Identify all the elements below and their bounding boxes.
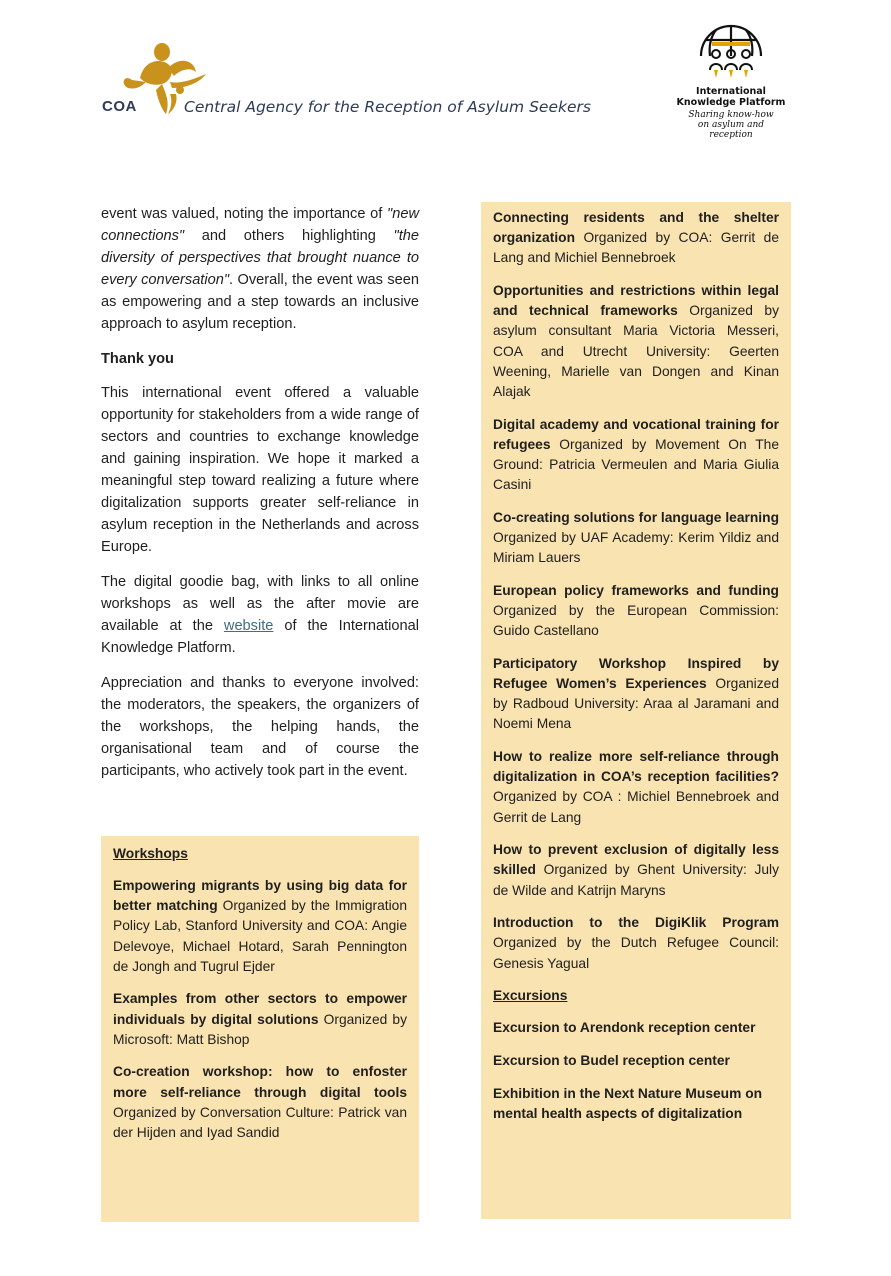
p1-text-c: . Overall, the event was seen as empowering and a step towards an inclusive approach to asylum reception. (101, 272, 419, 332)
ikp-tagline (676, 110, 786, 140)
workshop-organizers: Organized by COA: Gerrit de Lang and Michiel Bennebroek (493, 230, 779, 266)
workshop-title: European policy frameworks and funding (493, 582, 779, 598)
coa-full-name: Central Agency for the Reception of Asylum Seekers (184, 98, 591, 116)
workshop-title: Participatory Workshop Inspired by Refugee Women’s Experiences (493, 655, 779, 692)
workshop-title: Empowering migrants by using big data for better matching (113, 878, 407, 914)
closing-feedback-paragraph (101, 203, 419, 335)
workshop-item (493, 913, 779, 974)
workshop-item (493, 654, 779, 735)
workshop-organizers: Organized by Radboud University: Araa al Jaramani and Noemi Mena (493, 676, 779, 732)
coa-logo (100, 38, 591, 128)
workshop-organizers: Organized by COA : Michiel Bennebroek and Gerrit de Lang (493, 789, 779, 825)
ikp-title (676, 86, 786, 108)
workshop-item (113, 1062, 407, 1143)
workshop-title: How to realize more self-reliance through digitalization in COA’s reception facilities? (493, 749, 779, 785)
workshop-organizers: Organized by Ghent University: July de Wilde and Katrijn Maryns (493, 862, 779, 898)
goodie-bag-paragraph (101, 571, 419, 659)
workshop-organizers: Organized by the European Commission: Guido Castellano (493, 603, 779, 639)
workshop-title: Co-creating solutions for language learning (493, 509, 779, 525)
workshop-item (493, 747, 779, 828)
p3-text-a: The digital goodie bag, with links to all online workshops as well as the after movie are available at the (101, 574, 419, 634)
globe-people-icon (696, 24, 766, 86)
workshop-organizers: Organized by Movement On The Ground: Patricia Vermeulen and Maria Giulia Casini (493, 436, 779, 493)
workshop-item (493, 415, 779, 496)
workshop-item (493, 508, 779, 569)
workshop-title: Connecting residents and the shelter organization (493, 210, 779, 246)
ikp-tagline-line2: on asylum and reception (697, 120, 765, 140)
workshop-title: Opportunities and restrictions within legal and technical frameworks (493, 283, 779, 319)
ikp-logo (676, 24, 786, 144)
workshop-organizers: Organized by UAF Academy: Kerim Yildiz and Miriam Lauers (493, 530, 779, 566)
workshop-organizers: Organized by the Dutch Refugee Council: Genesis Yagual (493, 935, 779, 971)
excursion-item: Exhibition in the Next Nature Museum on mental health aspects of digitalization (493, 1085, 763, 1121)
excursion-item: Excursion to Arendonk reception center (493, 1020, 756, 1036)
workshops-box (101, 836, 419, 1222)
workshop-item (493, 581, 779, 642)
workshop-item (493, 840, 779, 901)
p1-text-a: event was valued, noting the importance of (101, 206, 388, 222)
workshop-item (493, 281, 779, 402)
appreciation-paragraph: Appreciation and thanks to everyone involved: the moderators, the speakers, the organizers of the workshops, the helping hands, the organisational team and of course the participants, who actively took part in the event. (101, 675, 419, 779)
workshop-title: Digital academy and vocational training for refugees (493, 416, 779, 452)
workshop-title: Introduction to the DigiKlik Program (493, 915, 779, 931)
excursions-title: Excursions (493, 988, 568, 1004)
quote-new-connections: "new connections" (101, 206, 419, 244)
ikp-title-line1: International (696, 86, 766, 97)
workshop-item (113, 989, 407, 1050)
workshop-organizers: Organized by Microsoft: Matt Bishop (113, 1011, 407, 1047)
thank-you-heading: Thank you (101, 351, 174, 367)
workshops-title: Workshops (113, 846, 188, 861)
workshop-title: Examples from other sectors to empower individuals by digital solutions (113, 991, 407, 1027)
coa-abbreviation: COA (102, 98, 137, 115)
excursion-item: Excursion to Budel reception center (493, 1052, 730, 1068)
ikp-tagline-line1: Sharing know-how (688, 110, 774, 120)
ikp-title-line2: Knowledge Platform (676, 97, 786, 108)
p3-text-b: of the International Knowledge Platform. (101, 618, 419, 656)
workshop-title: How to prevent exclusion of digitally less skilled (493, 842, 779, 878)
workshops-continued-box (481, 202, 791, 1219)
quote-diversity: "the diversity of perspectives that brought nuance to every conversation" (101, 228, 419, 288)
left-column (101, 203, 419, 795)
website-link[interactable]: website (223, 618, 274, 634)
workshop-title: Co-creation workshop: how to enfoster more self-reliance through digital tools (113, 1064, 407, 1100)
workshop-organizers: Organized by the Immigration Policy Lab, Stanford University and COA: Angie Delevoye, Michael Hotard, Sarah Pennington de Jongh and Tugrul Ejder (113, 898, 408, 974)
workshop-organizers: Organized by Conversation Culture: Patrick van der Hijden and Iyad Sandid (113, 1104, 407, 1141)
workshop-item (493, 208, 779, 269)
workshop-organizers: Organized by asylum consultant Maria Victoria Messeri, COA and Utrecht University: Geerten Weening, Marielle van Dongen and Kinan Alajak (493, 303, 779, 400)
workshop-item (113, 876, 407, 977)
event-summary-paragraph: This international event offered a valuable opportunity for stakeholders from a wide range of sectors and countries to exchange knowledge and gaining inspiration. We hope it marked a meaningful step toward realizing a future where digitalization supports greater self-reliance in asylum reception in the Netherlands and across Europe. (101, 385, 419, 555)
p1-text-b: and others highlighting (184, 228, 394, 244)
